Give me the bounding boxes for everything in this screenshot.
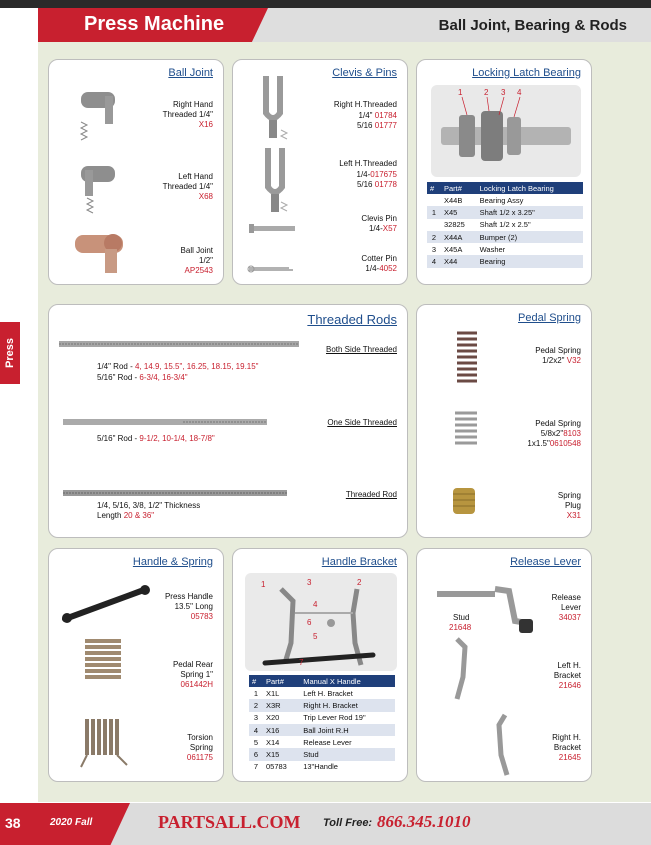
table-row[interactable] [427,255,583,267]
panel-ball-joint [48,59,224,285]
size-label: 1/2x2" [542,356,565,365]
right-bracket-image [489,713,513,779]
rod-values[interactable]: 6-3/4, 16-3/4" [139,373,188,382]
row-desc: Bearing Assy [479,195,524,205]
rod-both-thread-image [59,341,299,347]
part-number[interactable]: 017675 [370,170,397,179]
row-num: 1 [427,206,441,218]
latch-parts-table [427,182,583,268]
clevis-pin-image [249,222,299,236]
row-desc: Left H. Bracket [303,688,353,698]
row-num [427,219,441,231]
panel-title[interactable]: Release Lever [510,556,581,568]
rod-label: 5/16" Rod - [97,434,140,443]
page-number: 38 [5,815,21,831]
panel-locking-latch [416,59,592,285]
col-desc: Locking Latch Bearing [477,182,583,194]
clevis-right-desc: Right H.Threaded [333,100,397,109]
size-label: 1x1.5" [527,438,550,448]
size-label: 5/16 [356,120,373,130]
row-desc: Stud [300,748,395,760]
rod-label: 5/16" Rod - [97,373,140,382]
release-lever-image [435,585,535,641]
row-desc: Trip Lever Rod 19" [303,713,366,723]
row-part: X44 [441,255,477,267]
torsion-spring-desc: Torsion Spring [187,733,213,752]
table-row[interactable] [249,748,395,760]
pedal-spring-2-parts [527,429,581,448]
table-row[interactable] [249,724,395,736]
catalog-season: 2020 Fall [50,817,93,828]
bracket-callout-5: 5 [313,632,318,641]
release-lever-part[interactable]: 34037 [558,613,581,622]
press-handle-part[interactable]: 05783 [190,612,213,621]
panel-title[interactable]: Pedal Spring [518,312,581,324]
row-desc: Ball Joint R.H [300,724,395,736]
left-margin [0,42,38,802]
panel-release-lever [416,548,592,782]
handle-bracket-image [245,573,397,671]
rod-516-one-sizes [97,434,215,444]
rod-one-thread-image [63,419,267,425]
clevis-right-sizes [357,111,397,130]
col-desc: Manual X Handle [300,675,395,687]
row-part: X20 [266,713,280,723]
rod-values[interactable]: 20 & 36" [123,511,155,520]
rod-values[interactable]: 9-1/2, 10-1/4, 18-7/8" [139,434,215,443]
ball-joint-right-image [77,86,127,146]
ball-joint-half-part[interactable]: AP2543 [184,266,213,275]
table-row[interactable] [249,699,395,711]
part-number[interactable]: 4052 [379,264,397,273]
toll-free-label: Toll Free: [323,817,373,829]
stud-part[interactable]: 21648 [449,623,472,632]
left-bracket-desc: Left H. Bracket [553,661,581,680]
bracket-callout-2: 2 [357,578,362,587]
right-bracket-part[interactable]: 21645 [558,753,581,762]
pedal-rear-spring-part[interactable]: 061442H [180,680,213,689]
torsion-spring-image [79,713,131,769]
row-num: 4 [427,255,441,267]
panel-title[interactable]: Clevis & Pins [332,67,397,79]
panel-title[interactable]: Handle & Spring [132,556,213,568]
table-row[interactable] [249,761,395,773]
row-num: 4 [249,724,263,736]
row-num: 6 [249,748,263,760]
spring-plug-name: Spring Plug [557,491,581,510]
pedal-spring-2-image [453,409,479,447]
rod-516-sizes [97,373,188,383]
row-part: X1L [266,688,280,698]
bracket-callout-4: 4 [313,600,318,609]
col-part: Part# [263,675,300,687]
row-num: 5 [253,737,259,747]
part-number[interactable]: 8103 [563,429,581,438]
threaded-rod-label: Threaded Rod [345,490,397,499]
stud-desc: Stud [453,613,470,622]
one-side-threaded-label: One Side Threaded [327,418,397,427]
row-num [427,194,441,206]
bracket-callout-7: 7 [299,658,304,667]
row-desc: Shaft 1/2 x 2.5" [479,220,531,230]
table-row[interactable] [427,243,583,255]
col-num: # [249,675,263,687]
part-number[interactable]: 01784 [374,111,397,120]
table-header [427,182,583,194]
row-part: X44B [444,195,463,205]
spring-plug-part[interactable]: X31 [566,511,581,520]
ball-joint-left-part[interactable]: X68 [198,192,213,201]
rod-values[interactable]: 4, 14.9, 15.5", 16.25, 18.15, 19.15" [134,362,259,371]
row-desc: Bearing [477,255,583,267]
table-row[interactable] [427,231,583,243]
pedal-spring-2-name: Pedal Spring [535,419,581,428]
bracket-callout-1: 1 [261,580,266,589]
row-desc: Washer [479,244,506,254]
clevis-right-image [251,72,311,140]
page-subtitle: Ball Joint, Bearing & Rods [438,17,627,34]
row-num: 2 [249,699,263,711]
latch-callout-1: 1 [458,88,463,97]
pedal-spring-1-name: Pedal Spring [535,346,581,355]
ball-joint-left-image [77,160,127,220]
latch-bearing-image [431,85,581,177]
row-desc: Right H. Bracket [300,699,395,711]
ball-joint-half-desc: Ball Joint 1/2" [180,246,213,265]
threaded-rod-image [63,490,287,496]
row-part: X3R [263,699,300,711]
press-handle-desc: Press Handle 13.5" Long [164,592,213,611]
table-row[interactable] [427,206,583,218]
row-desc: Bumper (2) [477,231,583,243]
bracket-parts-table [249,675,395,773]
part-number[interactable]: V32 [566,356,581,365]
both-side-threaded-label: Both Side Threaded [325,345,397,354]
pedal-spring-1-image [455,329,479,389]
press-handle-image [61,581,157,625]
table-row[interactable] [249,687,395,699]
row-part: X45A [444,244,463,254]
clevis-pin-desc: Clevis Pin [361,214,397,223]
row-num: 3 [431,244,437,254]
clevis-left-desc: Left H.Threaded [339,159,397,168]
rod-label: 1/4" Rod - [97,362,135,371]
rod-quarter-sizes [97,362,259,372]
ball-joint-left-desc: Left Hand Threaded 1/4" [162,172,213,191]
row-part: X16 [263,724,300,736]
part-number[interactable]: 01778 [374,179,397,189]
panel-clevis-pins [232,59,408,285]
panel-title[interactable]: Handle Bracket [321,556,397,568]
panel-title[interactable]: Ball Joint [168,67,213,79]
col-part: Part# [441,182,477,194]
latch-callout-3: 3 [501,88,506,97]
latch-callout-2: 2 [484,88,489,97]
panel-handle-bracket [232,548,408,782]
cotter-pin-part [365,264,397,274]
left-bracket-image [451,637,475,703]
pedal-rear-spring-image [83,637,123,683]
size-label: 5/8x2" [540,429,564,438]
size-label: 1/4- [365,264,380,273]
row-num: 3 [253,713,259,723]
left-bracket-part[interactable]: 21646 [558,681,581,690]
table-row[interactable] [427,194,583,206]
size-label: 1/4- [368,224,383,233]
size-label: 1/4" [358,111,373,120]
clevis-pin-part [369,224,397,234]
pedal-spring-1-part [542,356,581,366]
clevis-left-image [251,144,311,214]
table-row[interactable] [249,712,395,724]
rod-thickness: 1/4, 5/16, 3/8, 1/2" Thickness [97,501,201,510]
top-bar [0,0,651,8]
latch-callout-4: 4 [517,88,522,97]
phone-number[interactable]: 866.345.1010 [377,812,471,831]
row-part: 05783 [266,762,287,772]
ball-joint-half-image [71,225,131,280]
row-num: 1 [253,688,259,698]
table-row[interactable] [249,736,395,748]
row-part: X15 [263,748,300,760]
panel-handle-spring [48,548,224,782]
row-desc: 13"Handle [303,762,338,772]
website-link[interactable]: PARTSALL.COM [158,812,301,832]
part-number[interactable]: 01777 [374,120,397,130]
bracket-callout-6: 6 [307,618,312,627]
row-num: 7 [253,762,259,772]
row-part: X14 [266,737,280,747]
size-label: 5/16 [356,179,373,189]
cotter-pin-desc: Cotter Pin [361,254,397,263]
cotter-pin-image [247,265,297,275]
pedal-rear-spring-desc: Pedal Rear Spring 1" [172,660,213,679]
clevis-left-sizes [357,170,398,189]
row-desc: Shaft 1/2 x 3.25" [477,206,583,218]
page-title: Press Machine [84,13,225,35]
panel-title[interactable]: Locking Latch Bearing [472,67,581,79]
table-row[interactable] [427,219,583,231]
panel-title[interactable]: Threaded Rods [307,312,397,327]
size-label: 1/4- [356,170,371,179]
rod-label: Length [97,511,124,520]
row-part: X44A [441,231,477,243]
ball-joint-right-desc: Right Hand Threaded 1/4" [162,100,213,119]
panel-pedal-spring [416,304,592,538]
row-desc: Release Lever [303,737,352,747]
table-header [249,675,395,687]
ball-joint-right-part[interactable]: X16 [198,120,213,129]
bracket-callout-3: 3 [307,578,312,587]
release-lever-desc: Release Lever [551,593,581,612]
right-bracket-desc: Right H. Bracket [552,733,581,752]
panel-threaded-rods [48,304,408,538]
torsion-spring-part[interactable]: 061175 [186,753,213,762]
spring-plug-image [451,486,477,516]
row-part: X45 [441,206,477,218]
col-num: # [427,182,441,194]
row-part: 32825 [444,220,465,230]
rod-length [97,511,154,521]
section-tab[interactable]: Press [0,322,20,384]
part-number[interactable]: X57 [382,224,397,233]
part-number[interactable]: 0610548 [549,438,581,448]
row-num: 2 [427,231,441,243]
